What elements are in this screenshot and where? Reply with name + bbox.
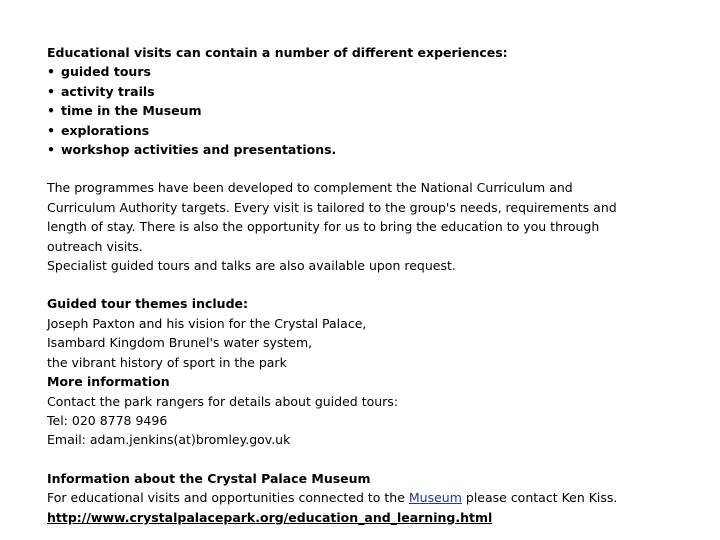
more-info-heading: More information xyxy=(47,374,170,390)
paragraph-gap xyxy=(47,275,707,294)
education-url-link[interactable]: http://www.crystalpalacepark.org/education_and_learning.html xyxy=(47,509,493,525)
museum-section xyxy=(47,469,707,527)
list-item xyxy=(47,82,707,101)
tour-theme: Isambard Kingdom Brunel's water system, xyxy=(47,335,313,351)
phone-number: Tel: 020 8778 9496 xyxy=(47,412,168,428)
museum-heading: Information about the Crystal Palace Museum xyxy=(47,470,371,486)
programmes-line: outreach visits. xyxy=(47,238,143,254)
tours-section xyxy=(47,294,707,449)
list-item xyxy=(47,121,707,140)
list-item xyxy=(47,140,707,159)
list-item xyxy=(47,101,707,120)
programmes-line: Specialist guided tours and talks are also available upon request. xyxy=(47,258,456,274)
experience-item-label: activity trails xyxy=(61,83,155,99)
document-page xyxy=(47,43,707,527)
email-address: Email: adam.jenkins(at)bromley.gov.uk xyxy=(47,432,291,448)
programmes-section xyxy=(47,178,707,275)
paragraph-gap xyxy=(47,159,707,178)
programmes-line: The programmes have been developed to complement the National Curriculum and xyxy=(47,180,573,196)
tour-theme: the vibrant history of sport in the park xyxy=(47,354,287,370)
bullet-icon: • xyxy=(47,103,55,119)
bullet-icon: • xyxy=(47,142,55,158)
list-item xyxy=(47,62,707,81)
bullet-icon: • xyxy=(47,122,55,138)
museum-contact-line xyxy=(47,488,707,507)
museum-text-before: For educational visits and opportunities connected to the xyxy=(47,490,409,506)
experience-item-label: guided tours xyxy=(61,64,151,80)
contact-text: Contact the park rangers for details about guided tours: xyxy=(47,393,399,409)
experiences-list xyxy=(47,62,707,159)
paragraph-gap xyxy=(47,450,707,469)
experiences-section xyxy=(47,43,707,159)
experiences-intro: Educational visits can contain a number of different experiences: xyxy=(47,45,508,60)
museum-text-after: please contact Ken Kiss. xyxy=(461,490,618,506)
tours-heading: Guided tour themes include: xyxy=(47,296,248,312)
education-url-line xyxy=(47,508,707,527)
museum-link[interactable]: Museum xyxy=(408,490,462,506)
bullet-icon: • xyxy=(47,83,55,99)
experience-item-label: workshop activities and presentations. xyxy=(61,142,337,158)
experience-item-label: explorations xyxy=(61,122,150,138)
tour-theme: Joseph Paxton and his vision for the Crystal Palace, xyxy=(47,315,367,331)
experience-item-label: time in the Museum xyxy=(61,103,202,119)
programmes-line: length of stay. There is also the opportunity for us to bring the education to you through xyxy=(47,219,600,235)
programmes-line: Curriculum Authority targets. Every visit is tailored to the group's needs, requirements and xyxy=(47,199,617,215)
bullet-icon: • xyxy=(47,64,55,80)
